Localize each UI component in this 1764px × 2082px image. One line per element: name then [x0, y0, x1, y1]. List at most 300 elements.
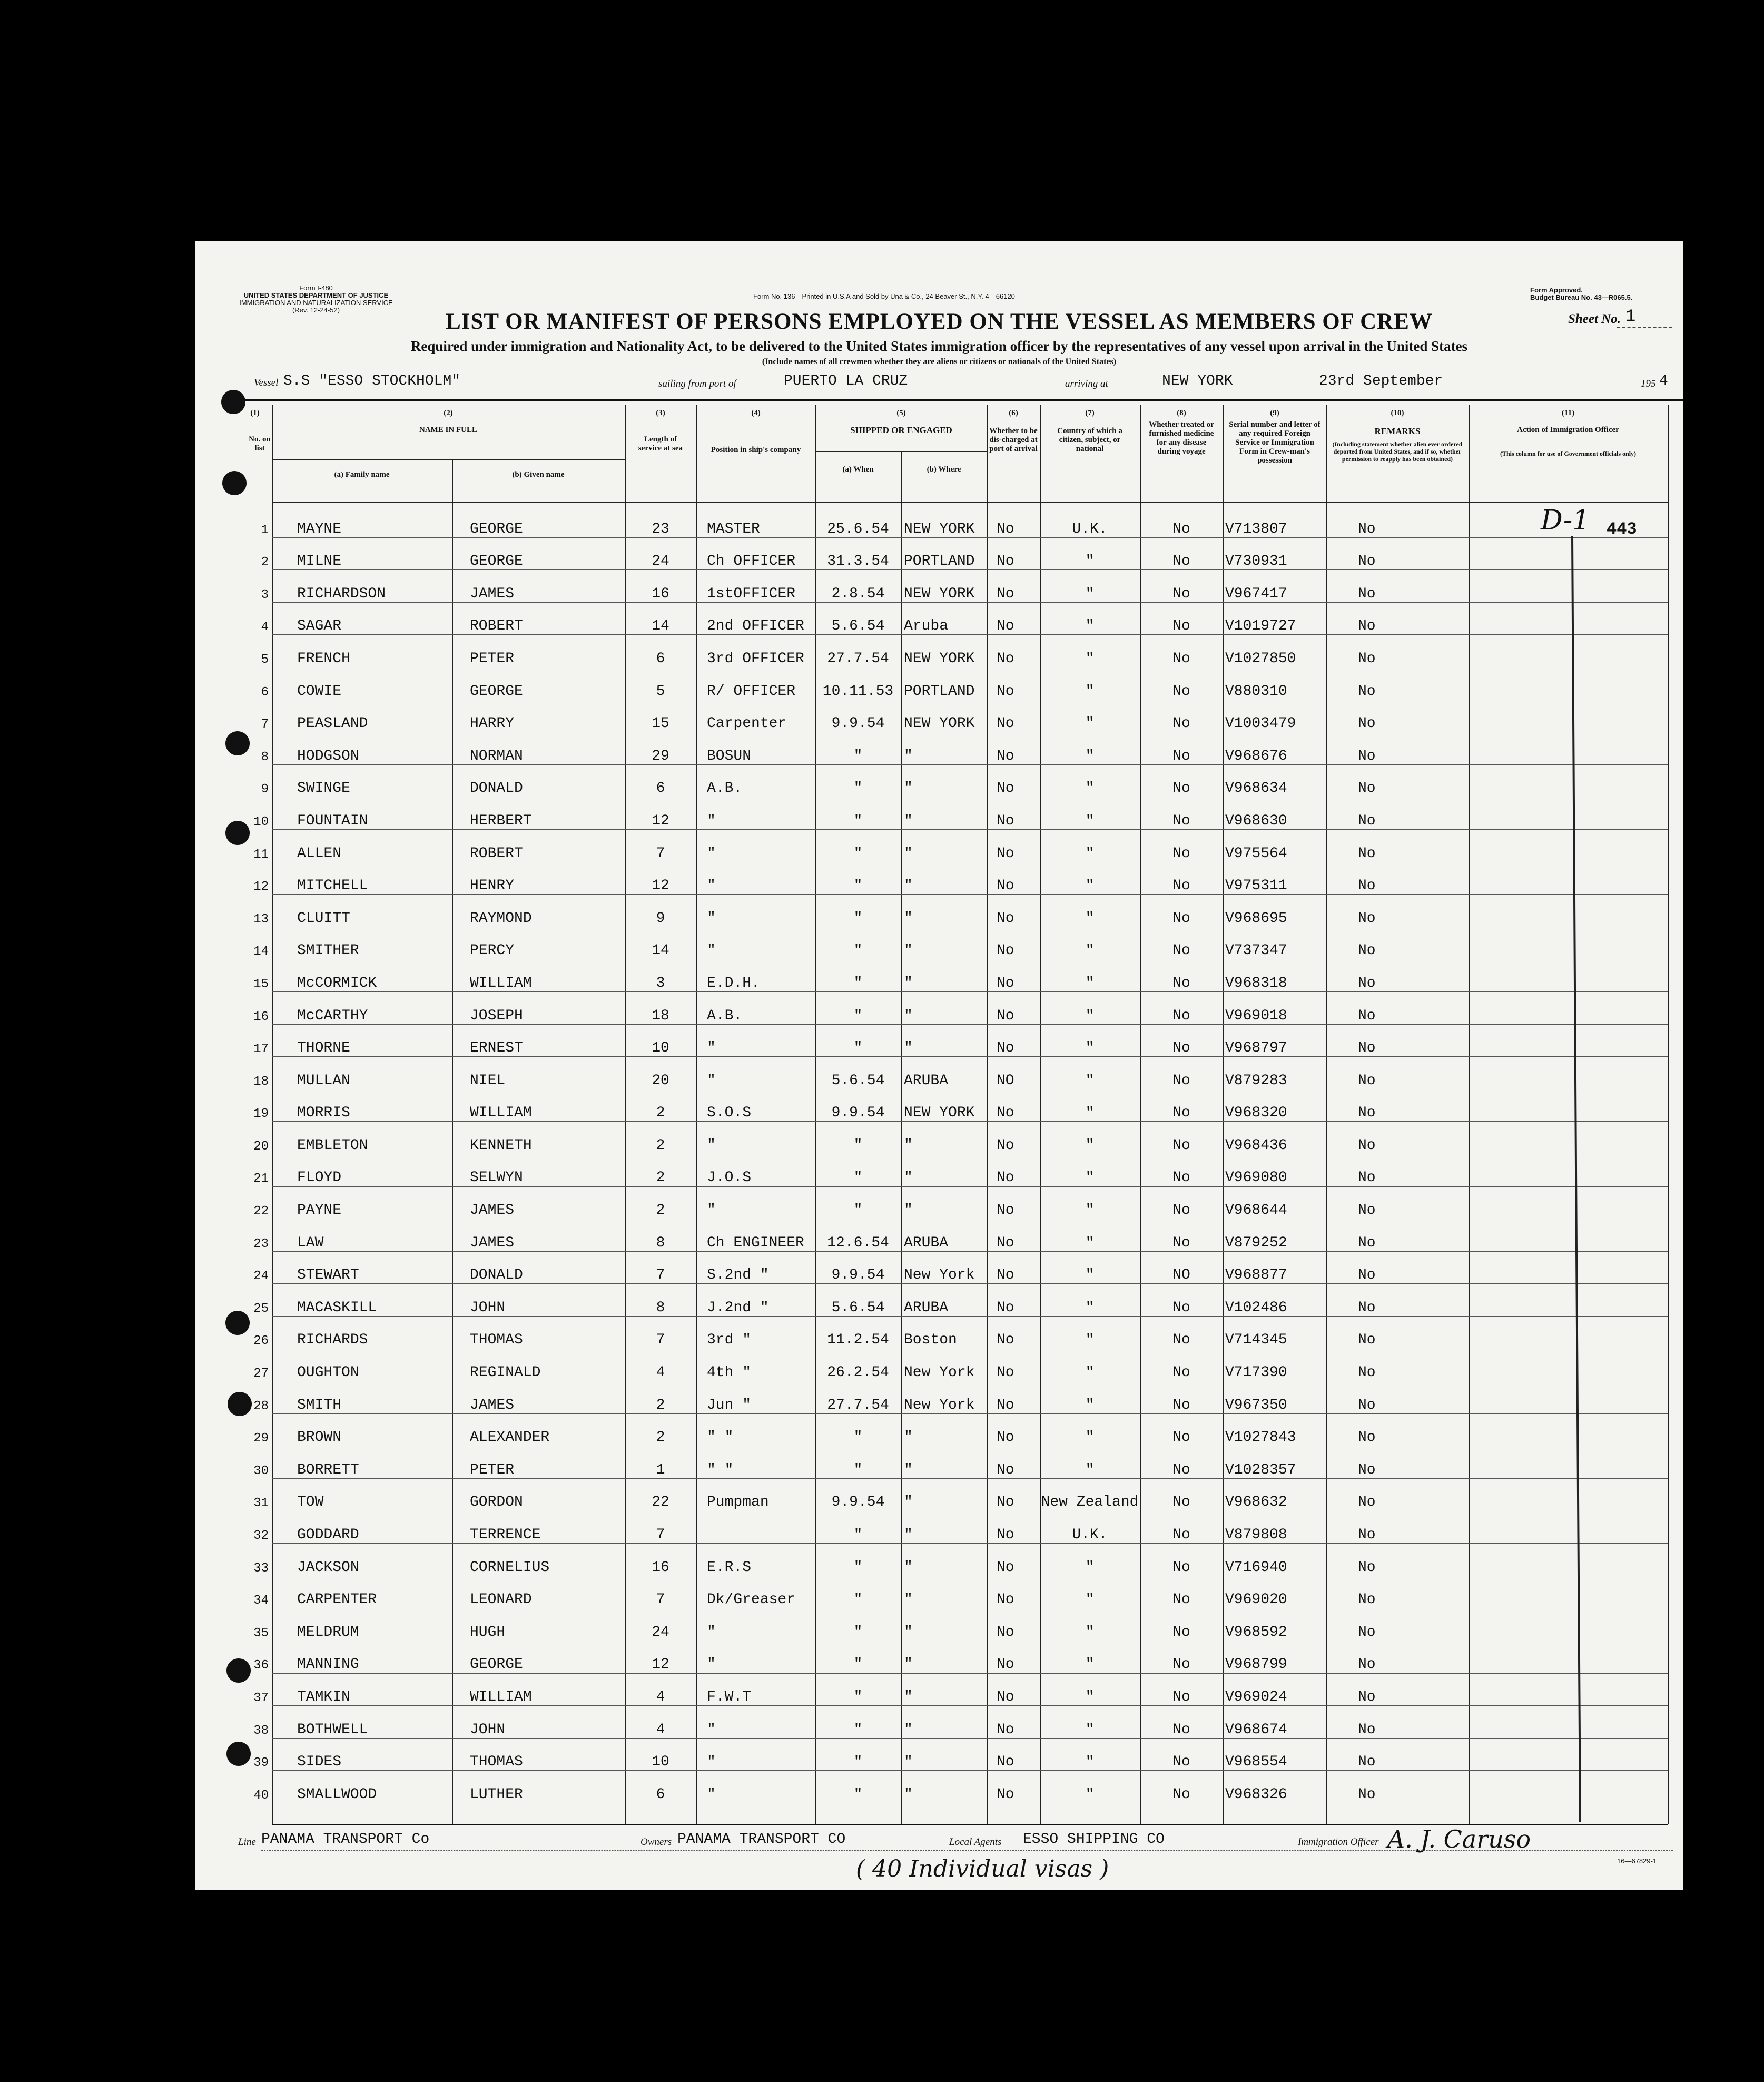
remarks-cell: No [1358, 975, 1376, 991]
position-cell: BOSUN [707, 748, 752, 764]
col9-head: Serial number and letter of any required Foreign Service or Immigration Form in Crew-man's possession [1229, 420, 1320, 465]
col4-num: (4) [751, 409, 761, 417]
family-name-cell: MULLAN [297, 1072, 350, 1089]
family-name-cell: PEASLAND [297, 715, 368, 732]
country-cell: " [1085, 1429, 1095, 1446]
service-length-cell: 8 [656, 1234, 665, 1251]
sheet-number: 1 [1625, 307, 1636, 326]
family-name-cell: FOUNTAIN [297, 812, 368, 829]
engaged-where-cell: " [904, 1624, 913, 1641]
given-name-cell: ERNEST [470, 1040, 523, 1057]
engaged-when-cell: " [853, 1040, 863, 1057]
list-number-cell: 29 [253, 1431, 269, 1446]
engaged-where-cell: " [904, 1170, 913, 1186]
engaged-when-cell: 31.3.54 [827, 553, 889, 570]
printer-note: Form No. 136—Printed in U.S.A and Sold by Una & Co., 24 Beaver St., N.Y. 4—66120 [753, 292, 1015, 300]
col9-num: (9) [1270, 409, 1279, 417]
engaged-when-cell: " [853, 748, 863, 764]
row-rule [272, 894, 1668, 895]
discharged-cell: No [997, 715, 1014, 732]
engaged-where-cell: ARUBA [904, 1234, 949, 1251]
arrival-date: 23rd September [1319, 373, 1443, 389]
col11-head: Action of Immigration Officer [1517, 426, 1619, 434]
discharged-cell: No [997, 1332, 1014, 1349]
country-cell: " [1085, 1040, 1095, 1057]
list-number-cell: 25 [253, 1301, 269, 1316]
list-number-cell: 35 [253, 1626, 269, 1641]
serial-number-cell: V968797 [1225, 1040, 1287, 1057]
position-cell: " [707, 1202, 716, 1219]
officer-action: D-1 [1541, 505, 1590, 536]
serial-number-cell: V975311 [1225, 878, 1287, 895]
list-number-cell: 19 [253, 1107, 269, 1122]
discharged-cell: No [997, 1364, 1014, 1381]
agents-value: ESSO SHIPPING CO [1023, 1831, 1165, 1848]
list-number-cell: 20 [253, 1139, 269, 1154]
punch-hole [226, 1658, 251, 1683]
officer-bracket-stroke [1564, 536, 1591, 1832]
list-number-cell: 30 [253, 1464, 269, 1478]
discharged-cell: No [997, 942, 1014, 959]
serial-number-cell: V967350 [1225, 1397, 1287, 1413]
position-cell: 2nd OFFICER [707, 618, 804, 635]
service-length-cell: 2 [656, 1137, 665, 1154]
medicine-cell: No [1172, 780, 1190, 797]
visa-note: ( 40 Individual visas ) [856, 1855, 1109, 1882]
given-name-cell: TERRENCE [470, 1527, 541, 1543]
country-cell: " [1085, 1007, 1095, 1024]
discharged-cell: No [997, 1040, 1014, 1057]
header-rule [237, 399, 1683, 401]
engaged-where-cell: " [904, 1461, 913, 1478]
discharged-cell: No [997, 1105, 1014, 1122]
given-name-cell: CORNELIUS [470, 1559, 550, 1576]
service-length-cell: 4 [656, 1721, 665, 1738]
given-name-cell: ROBERT [470, 618, 523, 635]
discharged-cell: No [997, 1688, 1014, 1705]
given-name-cell: GEORGE [470, 520, 523, 537]
service-length-cell: 7 [656, 1592, 665, 1608]
crew-row [195, 1056, 1469, 1089]
crew-row [195, 602, 1469, 635]
remarks-cell: No [1358, 1364, 1376, 1381]
row-rule [272, 1738, 1668, 1739]
remarks-cell: No [1358, 585, 1376, 602]
remarks-cell: No [1358, 1461, 1376, 1478]
serial-number-cell: V968877 [1225, 1267, 1287, 1284]
list-number-cell: 37 [253, 1691, 269, 1705]
position-cell: Ch ENGINEER [707, 1234, 804, 1251]
list-number-cell: 39 [253, 1756, 269, 1771]
position-cell: " " [707, 1429, 734, 1446]
engaged-when-cell: " [853, 1527, 863, 1543]
discharged-cell: No [997, 520, 1014, 537]
crew-row [195, 700, 1469, 732]
serial-number-cell: V968695 [1225, 910, 1287, 927]
medicine-cell: No [1172, 1494, 1190, 1511]
given-name-cell: JAMES [470, 585, 515, 602]
engaged-when-cell: " [853, 1721, 863, 1738]
serial-number-cell: V968630 [1225, 812, 1287, 829]
service: IMMIGRATION AND NATURALIZATION SERVICE [239, 299, 393, 307]
remarks-cell: No [1358, 1234, 1376, 1251]
serial-number-cell: V969018 [1225, 1007, 1287, 1024]
discharged-cell: No [997, 1170, 1014, 1186]
owners-label: Owners [640, 1837, 672, 1848]
remarks-cell: No [1358, 1332, 1376, 1349]
discharged-cell: No [997, 1461, 1014, 1478]
crew-row [195, 1024, 1469, 1057]
crew-row [195, 1510, 1469, 1543]
position-cell: " [707, 942, 716, 959]
page-title: LIST OR MANIFEST OF PERSONS EMPLOYED ON THE VESSEL AS MEMBERS OF CREW [446, 309, 1433, 334]
given-name-cell: LUTHER [470, 1786, 523, 1803]
punch-hole [225, 731, 250, 755]
crew-row [195, 1543, 1469, 1576]
country-cell: " [1085, 812, 1095, 829]
country-cell: " [1085, 1299, 1095, 1316]
given-name-cell: PERCY [470, 942, 515, 959]
engaged-where-cell: PORTLAND [904, 553, 975, 570]
engaged-where-cell: ARUBA [904, 1299, 949, 1316]
discharged-cell: No [997, 553, 1014, 570]
remarks-cell: No [1358, 845, 1376, 862]
position-cell: Carpenter [707, 715, 787, 732]
list-number-cell: 36 [253, 1658, 269, 1673]
given-name-cell: GEORGE [470, 1656, 523, 1673]
crew-row [195, 1770, 1469, 1803]
given-name-cell: NORMAN [470, 748, 523, 764]
discharged-cell: No [997, 1267, 1014, 1284]
discharged-cell: No [997, 1656, 1014, 1673]
engaged-when-cell: " [853, 1786, 863, 1803]
position-cell: A.B. [707, 1007, 743, 1024]
family-name-cell: STEWART [297, 1267, 359, 1284]
serial-number-cell: V713807 [1225, 520, 1287, 537]
position-cell: " [707, 910, 716, 927]
remarks-cell: No [1358, 1527, 1376, 1543]
discharged-cell: No [997, 1429, 1014, 1446]
country-cell: " [1085, 1559, 1095, 1576]
crew-row [195, 634, 1469, 667]
country-cell: " [1085, 683, 1095, 700]
crew-row [195, 927, 1469, 959]
line-label: Line [238, 1837, 256, 1848]
given-name-cell: JOSEPH [470, 1007, 523, 1024]
medicine-cell: No [1172, 975, 1190, 991]
country-cell: " [1085, 1656, 1095, 1673]
family-name-cell: TAMKIN [297, 1688, 350, 1705]
serial-number-cell: V737347 [1225, 942, 1287, 959]
service-length-cell: 6 [656, 1786, 665, 1803]
discharged-cell: No [997, 650, 1014, 667]
engaged-when-cell: 5.6.54 [831, 1072, 885, 1089]
list-number-cell: 16 [253, 1009, 269, 1024]
family-name-cell: ALLEN [297, 845, 342, 862]
family-name-cell: EMBLETON [297, 1137, 368, 1154]
engaged-when-cell: " [853, 1202, 863, 1219]
engaged-where-cell: PORTLAND [904, 683, 975, 700]
medicine-cell: NO [1172, 1267, 1190, 1284]
col5-num: (5) [896, 409, 906, 417]
country-cell: " [1085, 1592, 1095, 1608]
country-cell: " [1085, 1624, 1095, 1641]
position-cell: " [707, 1040, 716, 1057]
family-name-cell: MELDRUM [297, 1624, 359, 1641]
medicine-cell: No [1172, 1007, 1190, 1024]
remarks-cell: No [1358, 650, 1376, 667]
engaged-when-cell: 10.11.53 [822, 683, 894, 700]
family-name-cell: TOW [297, 1494, 324, 1511]
country-cell: " [1085, 1721, 1095, 1738]
engaged-when-cell: 9.9.54 [831, 715, 885, 732]
family-name-cell: MORRIS [297, 1105, 350, 1122]
engaged-where-cell: " [904, 780, 913, 797]
given-name-cell: WILLIAM [470, 1105, 532, 1122]
department: UNITED STATES DEPARTMENT OF JUSTICE [243, 291, 389, 299]
country-cell: " [1085, 1137, 1095, 1154]
country-cell: " [1085, 618, 1095, 635]
country-cell: New Zealand [1041, 1494, 1139, 1511]
row-rule [272, 569, 1668, 570]
engaged-where-cell: " [904, 1527, 913, 1543]
service-length-cell: 2 [656, 1429, 665, 1446]
punch-hole [228, 1392, 252, 1416]
position-cell: E.D.H. [707, 975, 760, 991]
engaged-when-cell: " [853, 1461, 863, 1478]
list-number-cell: 15 [253, 977, 269, 991]
subtitle: Required under immigration and Nationality Act, to be delivered to the United States immigration officer by the representatives of any vessel upon arrival in the United States [410, 338, 1468, 354]
list-number-cell: 28 [253, 1399, 269, 1413]
family-name-cell: SMALLWOOD [297, 1786, 377, 1803]
medicine-cell: No [1172, 812, 1190, 829]
punch-hole [225, 821, 250, 845]
medicine-cell: No [1172, 1040, 1190, 1057]
family-name-cell: SWINGE [297, 780, 350, 797]
row-rule [272, 1121, 1668, 1122]
page-number: 443 [1607, 519, 1637, 539]
engaged-when-cell: 27.7.54 [827, 1397, 889, 1413]
engaged-where-cell: ARUBA [904, 1072, 949, 1089]
medicine-cell: No [1172, 1786, 1190, 1803]
family-name-cell: CARPENTER [297, 1592, 377, 1608]
engaged-where-cell: " [904, 975, 913, 991]
remarks-cell: No [1358, 1072, 1376, 1089]
service-length-cell: 18 [652, 1007, 669, 1024]
country-cell: " [1085, 975, 1095, 991]
engaged-when-cell: 25.6.54 [827, 520, 889, 537]
print-code: 16—67829-1 [1617, 1857, 1657, 1865]
engaged-where-cell: " [904, 1754, 913, 1771]
position-cell: " [707, 1754, 716, 1771]
medicine-cell: No [1172, 585, 1190, 602]
medicine-cell: No [1172, 1072, 1190, 1089]
crew-row [195, 894, 1469, 927]
col6-head: Whether to be dis-charged at port of arrival [989, 427, 1038, 453]
position-cell: 1stOFFICER [707, 585, 796, 602]
position-cell: Pumpman [707, 1494, 769, 1511]
engaged-when-cell: 9.9.54 [831, 1267, 885, 1284]
remarks-cell: No [1358, 1624, 1376, 1641]
service-length-cell: 2 [656, 1202, 665, 1219]
service-length-cell: 9 [656, 910, 665, 927]
list-number-cell: 22 [253, 1204, 269, 1219]
remarks-cell: No [1358, 553, 1376, 570]
engaged-where-cell: " [904, 1137, 913, 1154]
discharged-cell: No [997, 1624, 1014, 1641]
medicine-cell: No [1172, 1527, 1190, 1543]
position-cell: E.R.S [707, 1559, 752, 1576]
service-length-cell: 22 [652, 1494, 669, 1511]
engaged-where-cell: NEW YORK [904, 585, 975, 602]
discharged-cell: No [997, 1527, 1014, 1543]
crew-row [195, 829, 1469, 862]
serial-number-cell: V102486 [1225, 1299, 1287, 1316]
medicine-cell: No [1172, 520, 1190, 537]
country-cell: " [1085, 1170, 1095, 1186]
discharged-cell: No [997, 878, 1014, 895]
list-number-cell: 40 [253, 1788, 269, 1803]
engaged-where-cell: " [904, 1559, 913, 1576]
position-cell: S.2nd " [707, 1267, 769, 1284]
family-name-cell: CLUITT [297, 910, 350, 927]
family-name-cell: GODDARD [297, 1527, 359, 1543]
row-rule [272, 1673, 1668, 1674]
country-cell: " [1085, 1267, 1095, 1284]
remarks-cell: No [1358, 1688, 1376, 1705]
country-cell: " [1085, 780, 1095, 797]
medicine-cell: No [1172, 1170, 1190, 1186]
remarks-cell: No [1358, 780, 1376, 797]
service-length-cell: 20 [652, 1072, 669, 1089]
crew-row [195, 1121, 1469, 1154]
crew-row [195, 1186, 1469, 1219]
family-name-cell: SIDES [297, 1754, 342, 1771]
given-name-cell: HENRY [470, 878, 515, 895]
position-cell: Dk/Greaser [707, 1592, 796, 1608]
line-value: PANAMA TRANSPORT Co [261, 1831, 430, 1848]
engaged-when-cell: " [853, 942, 863, 959]
discharged-cell: No [997, 1754, 1014, 1771]
serial-number-cell: V879808 [1225, 1527, 1287, 1543]
family-name-cell: FRENCH [297, 650, 350, 667]
medicine-cell: No [1172, 1754, 1190, 1771]
serial-number-cell: V968676 [1225, 748, 1287, 764]
list-number-cell: 5 [261, 652, 269, 667]
service-length-cell: 10 [652, 1754, 669, 1771]
row-rule [272, 1283, 1668, 1284]
service-length-cell: 15 [652, 715, 669, 732]
given-name-cell: JAMES [470, 1234, 515, 1251]
service-length-cell: 7 [656, 845, 665, 862]
header-bottom-rule [272, 502, 1668, 503]
engaged-where-cell: NEW YORK [904, 1105, 975, 1122]
position-cell: A.B. [707, 780, 743, 797]
position-cell: 3rd OFFICER [707, 650, 804, 667]
row-rule [272, 1024, 1668, 1025]
family-name-cell: BOTHWELL [297, 1721, 368, 1738]
engaged-when-cell: 5.6.54 [831, 1299, 885, 1316]
col10-note: (Including statement whether alien ever ordered deported from United States, and if so, whether permission to reapply has been obtained) [1332, 440, 1463, 463]
remarks-cell: No [1358, 1429, 1376, 1446]
country-cell: " [1085, 1202, 1095, 1219]
engaged-where-cell: " [904, 1007, 913, 1024]
remarks-cell: No [1358, 1786, 1376, 1803]
medicine-cell: No [1172, 618, 1190, 635]
engaged-where-cell: " [904, 812, 913, 829]
col11-note: (This column for use of Government officials only) [1500, 450, 1637, 457]
engaged-where-cell: " [904, 1688, 913, 1705]
col5-head: SHIPPED OR ENGAGED [850, 425, 952, 435]
engaged-when-cell: 5.6.54 [831, 618, 885, 635]
engaged-when-cell: " [853, 1007, 863, 1024]
medicine-cell: No [1172, 1624, 1190, 1641]
punch-hole [221, 390, 245, 414]
remarks-cell: No [1358, 683, 1376, 700]
medicine-cell: No [1172, 1461, 1190, 1478]
medicine-cell: No [1172, 1202, 1190, 1219]
family-name-cell: PAYNE [297, 1202, 342, 1219]
service-length-cell: 14 [652, 618, 669, 635]
engaged-where-cell: NEW YORK [904, 650, 975, 667]
crew-row [195, 1348, 1469, 1381]
engaged-when-cell: 9.9.54 [831, 1494, 885, 1511]
given-name-cell: PETER [470, 1461, 515, 1478]
discharged-cell: No [997, 1137, 1014, 1154]
medicine-cell: No [1172, 683, 1190, 700]
list-number-cell: 8 [261, 750, 269, 764]
punch-hole [222, 471, 247, 495]
discharged-cell: No [997, 618, 1014, 635]
medicine-cell: No [1172, 1234, 1190, 1251]
given-name-cell: WILLIAM [470, 1688, 532, 1705]
given-name-cell: HUGH [470, 1624, 506, 1641]
family-name-cell: COWIE [297, 683, 342, 700]
engaged-where-cell: " [904, 1592, 913, 1608]
serial-number-cell: V1027843 [1225, 1429, 1296, 1446]
col5b-head: (b) Where [927, 465, 961, 474]
discharged-cell: No [997, 1494, 1014, 1511]
medicine-cell: No [1172, 1397, 1190, 1413]
vessel-label: Vessel [254, 377, 279, 388]
list-number-cell: 4 [261, 620, 269, 635]
list-number-cell: 7 [261, 718, 269, 732]
serial-number-cell: V968318 [1225, 975, 1287, 991]
family-name-cell: THORNE [297, 1040, 350, 1057]
arriving-label: arriving at [1065, 378, 1108, 389]
remarks-cell: No [1358, 715, 1376, 732]
medicine-cell: No [1172, 1364, 1190, 1381]
engaged-when-cell: " [853, 812, 863, 829]
engaged-when-cell: 11.2.54 [827, 1332, 889, 1349]
crew-row [195, 959, 1469, 991]
position-cell [696, 1510, 815, 1543]
country-cell: " [1085, 1105, 1095, 1122]
crew-row [195, 1251, 1469, 1284]
row-rule [272, 829, 1668, 830]
col2-head: NAME IN FULL [419, 426, 477, 434]
family-name-cell: LAW [297, 1234, 324, 1251]
discharged-cell: No [997, 1007, 1014, 1024]
departure-port: PUERTO LA CRUZ [784, 373, 908, 389]
given-name-cell: PETER [470, 650, 515, 667]
crew-row [195, 1738, 1469, 1771]
service-length-cell: 7 [656, 1527, 665, 1543]
list-number-cell: 21 [253, 1172, 269, 1186]
row-rule [272, 1770, 1668, 1771]
family-name-cell: JACKSON [297, 1559, 359, 1576]
engaged-where-cell: NEW YORK [904, 715, 975, 732]
